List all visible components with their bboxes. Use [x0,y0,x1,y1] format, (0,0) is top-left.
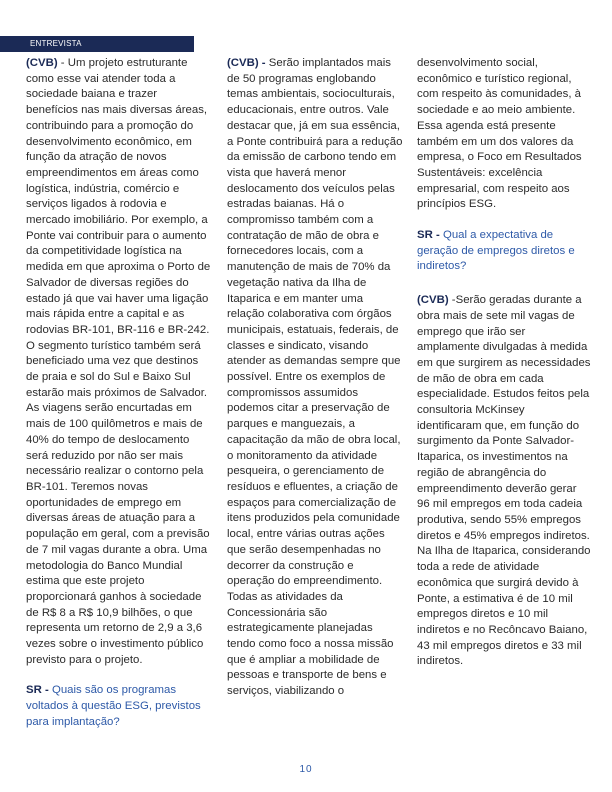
interviewer-tag: SR - [26,684,49,697]
column-2 [227,56,403,700]
interviewer-tag: SR - [417,229,440,242]
question-paragraph [417,228,591,275]
answer-paragraph [417,293,591,670]
answer-paragraph [26,56,212,668]
page-number: 10 [299,764,313,775]
question-paragraph [26,683,212,730]
answer-text: Serão implantados mais de 50 programas englobando temas ambientais, socioculturais, educacionais, entre outros. Vale destacar que, já em sua essência, a Ponte contribuirá para a redução da emissão de carbono tendo em vista que haverá menor deslocamento dos veículos pelas estradas baianas. Há o compromisso também com a contratação de mão de obra e fornecedores locais, com a manutenção de mais de 70% da vegetação nativa da Ilha de Itaparica e em manter uma relação colaborativa com órgãos municipais, estatuais, federais, de classes e sindicato, visando atender as demandas sempre que possível. Entre os exemplos de compromissos assumidos podemos citar a preservação de parques e manguezais, a capacitação da mão de obra local, o monitoramento da atividade pesqueira, o gerenciamento de resíduos e efluentes, a criação de espaços para comercialização de itens produzidos pela comunidade local, entre várias outras ações que serão desempenhadas no decorrer da construção e operação do empreendimento. Todas as atividades da Concessionária são estrategicamente planejadas tendo como foco a nossa missão que é ampliar a mobilidade de pessoas e transporte de bens e serviços, viabilizando o [227,57,403,698]
column-1 [26,56,212,731]
answer-paragraph-continued: desenvolvimento social, econômico e turístico regional, com respeito às comunidades, à sociedade e ao meio ambiente. Essa agenda está presente também em um dos valores da empresa, o Foco em Resultados Sustentáveis: excelência empresarial, com respeito aos princípios ESG. [417,57,582,211]
answer-text: - Um projeto estruturante como esse vai atender toda a sociedade baiana e trazer benefícios nas mais diversas áreas, contribuindo para a promoção do desenvolvimento econômico, em função da atração de novos empreendimentos em áreas como logística, indústria, comércio e serviços ligados à rodovia e mercado imobiliário. Por exemplo, a Ponte vai contribuir para o aumento da competitividade logística na medida em que aproxima o Porto de Salvador de diversas regiões do estado já que vai haver uma ligação mais rápida entre a capital e as rodovias BR-101, BR-116 e BR-242. O segmento turístico também será beneficiado uma vez que destinos de praia e sol do Sul e Baixo Sul estarão mais próximos de Salvador. As viagens serão encurtadas em mais de 100 quilômetros e mais de 40% do tempo de deslocamento será reduzido por não ser mais necessário realizar o contorno pela BR-101. Teremos novas oportunidades de emprego em diversas áreas de atuação para a população em geral, com a previsão de 7 mil vagas durante a obra. Uma metodologia do Banco Mundial estima que este projeto proporcionará ganhos à sociedade de R$ 8 a R$ 10,9 bilhões, o que representa um retorno de 2,9 a 3,6 vezes sobre o investimento público previsto para o projeto. [26,57,211,666]
column-3 [417,56,591,670]
speaker-tag: (CVB) [417,294,449,307]
section-label: ENTREVISTA [30,39,82,48]
speaker-tag: (CVB) [26,57,58,69]
question-text: Qual a expectativa de geração de empregos diretos e indiretos? [417,229,575,273]
section-header-bar [0,36,194,52]
speaker-tag: (CVB) - [227,57,266,69]
answer-text: -Serão geradas durante a obra mais de sete mil vagas de emprego que irão ser amplamente divulgadas à medida em que surgirem as necessidades de mão de obra em cada especialidade. Estudos feitos pela consultoria McKinsey identificaram que, em função do surgimento da Ponte Salvador-Itaparica, os investimentos na região de abrangência do empreendimento deverão gerar 96 mil empregos em toda cadeia produtiva, sendo 55% empregos diretos e 45% empregos indiretos. Na Ilha de Itaparica, considerando toda a rede de atividade econômica que surgirá devido à Ponte, a estimativa é de 10 mil empregos diretos e 10 mil indiretos e no Recôncavo Baiano, 43 mil empregos diretos e 33 mil indiretos. [417,294,591,668]
question-text: Quais são os programas voltados à questão ESG, previstos para implantação? [26,684,201,728]
answer-paragraph [227,56,403,700]
